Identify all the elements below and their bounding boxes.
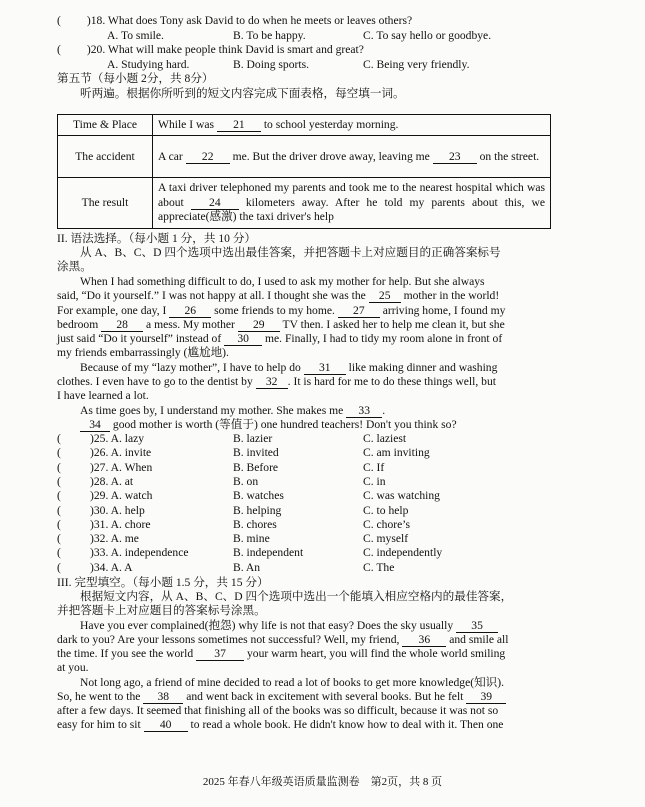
- option-b: B. mine: [233, 532, 270, 546]
- section-5-title: 第五节（每小题 2分，共 8分）: [57, 72, 214, 85]
- question-stem: 20. What will make people think David is smart and great?: [90, 43, 364, 56]
- blank-33[interactable]: 33: [346, 405, 382, 418]
- passage-line: after a few days. It seemed that finishing all of the books was so difficult, because it was not so: [57, 704, 499, 717]
- answer-paren: (: [57, 446, 61, 460]
- question-18: ( )18. What does Tony ask David to do when he meets or leaves others?: [57, 14, 413, 27]
- option-b: B. independent: [233, 546, 304, 560]
- answer-paren: (: [57, 546, 61, 560]
- passage-line: bedroom 28 a mess. My mother 29 TV then. I asked her to help me clean it, but she: [57, 318, 505, 331]
- question-stem: 18. What does Tony ask David to do when he meets or leaves others?: [90, 14, 413, 27]
- passage-line: my friends embarrassingly (尴尬地).: [57, 346, 229, 359]
- page-footer: 2025 年春八年级英语质量监测卷 第2页，共 8 页: [202, 776, 443, 788]
- option-a: )27. A. When: [90, 460, 153, 474]
- option-a: A. Studying hard.: [107, 58, 190, 71]
- blank-23[interactable]: 23: [433, 151, 477, 164]
- option-b: B. lazier: [233, 432, 273, 445]
- option-c: C. myself: [363, 532, 409, 546]
- option-a: )33. A. independence: [90, 546, 189, 560]
- option-c: C. The: [363, 560, 395, 574]
- table-row: [58, 136, 551, 178]
- option-b: B. watches: [233, 489, 284, 503]
- row-header: Time & Place: [58, 115, 153, 136]
- passage-line: the time. If you see the world 37 your warm heart, you will find the whole world smiling: [57, 647, 506, 660]
- passage-line: So, he went to the 38 and went back in excitement with several books. But he felt 39: [57, 690, 506, 705]
- answer-paren: (: [57, 489, 61, 503]
- passage-line: When I had something difficult to do, I used to ask my mother for help. But she always: [80, 275, 485, 288]
- passage-line: easy for him to sit 40 to read a whole book. He didn't know how to deal with it. Then one: [57, 718, 504, 731]
- option-b: B. Doing sports.: [233, 58, 310, 71]
- answer-paren: (: [57, 14, 61, 27]
- option-c: C. To say hello or goodbye.: [363, 29, 492, 42]
- passage-line: I have learned a lot.: [57, 389, 149, 402]
- blank-36[interactable]: 36: [402, 634, 446, 647]
- answer-paren: (: [57, 503, 61, 517]
- blank-30[interactable]: 30: [224, 333, 262, 346]
- option-c: C. Being very friendly.: [363, 58, 470, 71]
- answer-paren: (: [57, 560, 61, 574]
- blank-22[interactable]: 22: [186, 151, 230, 164]
- fill-in-table: [57, 114, 551, 229]
- blank-35[interactable]: 35: [456, 620, 498, 633]
- option-a: )34. A. A: [90, 560, 133, 574]
- option-b: B. on: [233, 474, 259, 488]
- option-c: C. am inviting: [363, 446, 430, 460]
- passage-line: just said “Do it yourself” instead of 30 me. Finally, I had to tidy my room alone in front of: [57, 332, 503, 345]
- row-header: The accident: [58, 136, 153, 178]
- passage-line: dark to you? Are your lessons sometimes not successful? Well, my friend, 36 and smile all: [57, 633, 509, 646]
- question-20: ( )20. What will make people think David is smart and great?: [57, 43, 364, 56]
- section-2-title: II. 语法选择。（每小题 1 分，共 10 分）: [57, 232, 257, 245]
- option-c: C. independently: [363, 546, 443, 560]
- option-b: B. To be happy.: [233, 29, 306, 42]
- blank-24[interactable]: 24: [191, 197, 239, 210]
- passage-line: clothes. I even have to go to the dentist by 32 . It is hard for me to do these things well, but: [57, 375, 496, 388]
- answer-paren: (: [57, 474, 61, 488]
- blank-40[interactable]: 40: [144, 719, 188, 732]
- blank-34[interactable]: 34: [80, 419, 110, 432]
- option-c: C. laziest: [363, 432, 407, 445]
- answer-paren: (: [57, 532, 61, 546]
- option-a: )31. A. chore: [90, 517, 151, 531]
- blank-31[interactable]: 31: [304, 362, 346, 375]
- blank-27[interactable]: 27: [338, 305, 380, 318]
- passage-line: 34 good mother is worth (等值于) one hundred teachers! Don't you think so?: [80, 418, 457, 433]
- blank-39[interactable]: 39: [466, 691, 506, 704]
- section-5-instruction: 听两遍。根据你所听到的短文内容完成下面表格，每空填一词。: [80, 87, 405, 100]
- option-c: C. in: [363, 474, 386, 488]
- row-content: A taxi driver telephoned my parents and took me to the nearest hospital which was about 24 kilometers away. After he told my parents about this, we appreciate(感激) the taxi driver's help: [153, 178, 551, 228]
- passage-line: Because of my “lazy mother”, I have to help do 31 like making dinner and washing: [80, 361, 498, 374]
- section-2-instruction-cont: 涂黑。: [57, 260, 92, 273]
- answer-paren: (: [57, 460, 61, 474]
- blank-26[interactable]: 26: [169, 305, 211, 318]
- blank-25[interactable]: 25: [369, 290, 401, 303]
- option-a: )26. A. invite: [90, 446, 152, 460]
- option-a: )28. A. at: [90, 474, 134, 488]
- passage-line: As time goes by, I understand my mother. She makes me 33 .: [80, 404, 386, 417]
- passage-line: Not long ago, a friend of mine decided to read a lot of books to get more knowledge(知识).: [80, 676, 505, 689]
- passage-line: Have you ever complained(抱怨) why life is not that easy? Does the sky usually 35: [80, 619, 498, 634]
- table-row: [58, 178, 551, 228]
- option-a: A. To smile.: [107, 29, 164, 42]
- blank-37[interactable]: 37: [196, 648, 244, 661]
- option-a: )25. A. lazy: [90, 432, 145, 445]
- option-b: B. chores: [233, 517, 277, 531]
- option-c: C. was watching: [363, 489, 440, 503]
- blank-29[interactable]: 29: [238, 319, 280, 332]
- option-b: B. invited: [233, 446, 279, 460]
- option-c: C. to help: [363, 503, 409, 517]
- option-b: B. An: [233, 560, 261, 574]
- passage-line: at you.: [57, 661, 89, 674]
- option-a: )32. A. me: [90, 532, 139, 546]
- option-c: C. If: [363, 460, 385, 474]
- row-content: While I was 21 to school yesterday morning.: [153, 115, 551, 136]
- passage-line: said, “Do it yourself.” I was not happy at all. I thought she was the 25 mother in the world!: [57, 289, 500, 302]
- answer-paren: (: [57, 432, 61, 445]
- option-a: )30. A. help: [90, 503, 145, 517]
- passage-line: For example, one day, I 26 some friends to my home. 27 arriving home, I found my: [57, 304, 506, 317]
- option-b: B. Before: [233, 460, 279, 474]
- section-3-instruction-cont: 并把答题卡上对应题目的答案标号涂黑。: [57, 604, 266, 617]
- blank-38[interactable]: 38: [143, 691, 183, 704]
- option-a: )29. A. watch: [90, 489, 153, 503]
- section-3-instruction: 根据短文内容，从 A、B、C、D 四个选项中选出一个能填入相应空格内的最佳答案，: [80, 590, 513, 603]
- option-c: C. chore’s: [363, 517, 411, 531]
- section-3-title: III. 完型填空。（每小题 1.5 分，共 15 分）: [57, 576, 269, 589]
- blank-21[interactable]: 21: [217, 119, 261, 132]
- section-2-instruction: 从 A、B、C、D 四个选项中选出最佳答案，并把答题卡上对应题目的正确答案标号: [80, 246, 501, 259]
- blank-28[interactable]: 28: [101, 319, 143, 332]
- option-b: B. helping: [233, 503, 282, 517]
- row-header: The result: [58, 178, 153, 228]
- blank-32[interactable]: 32: [256, 376, 288, 389]
- answer-paren: (: [57, 517, 61, 531]
- row-content: A car 22 me. But the driver drove away, leaving me 23 on the street.: [153, 136, 551, 178]
- table-row: [58, 115, 551, 136]
